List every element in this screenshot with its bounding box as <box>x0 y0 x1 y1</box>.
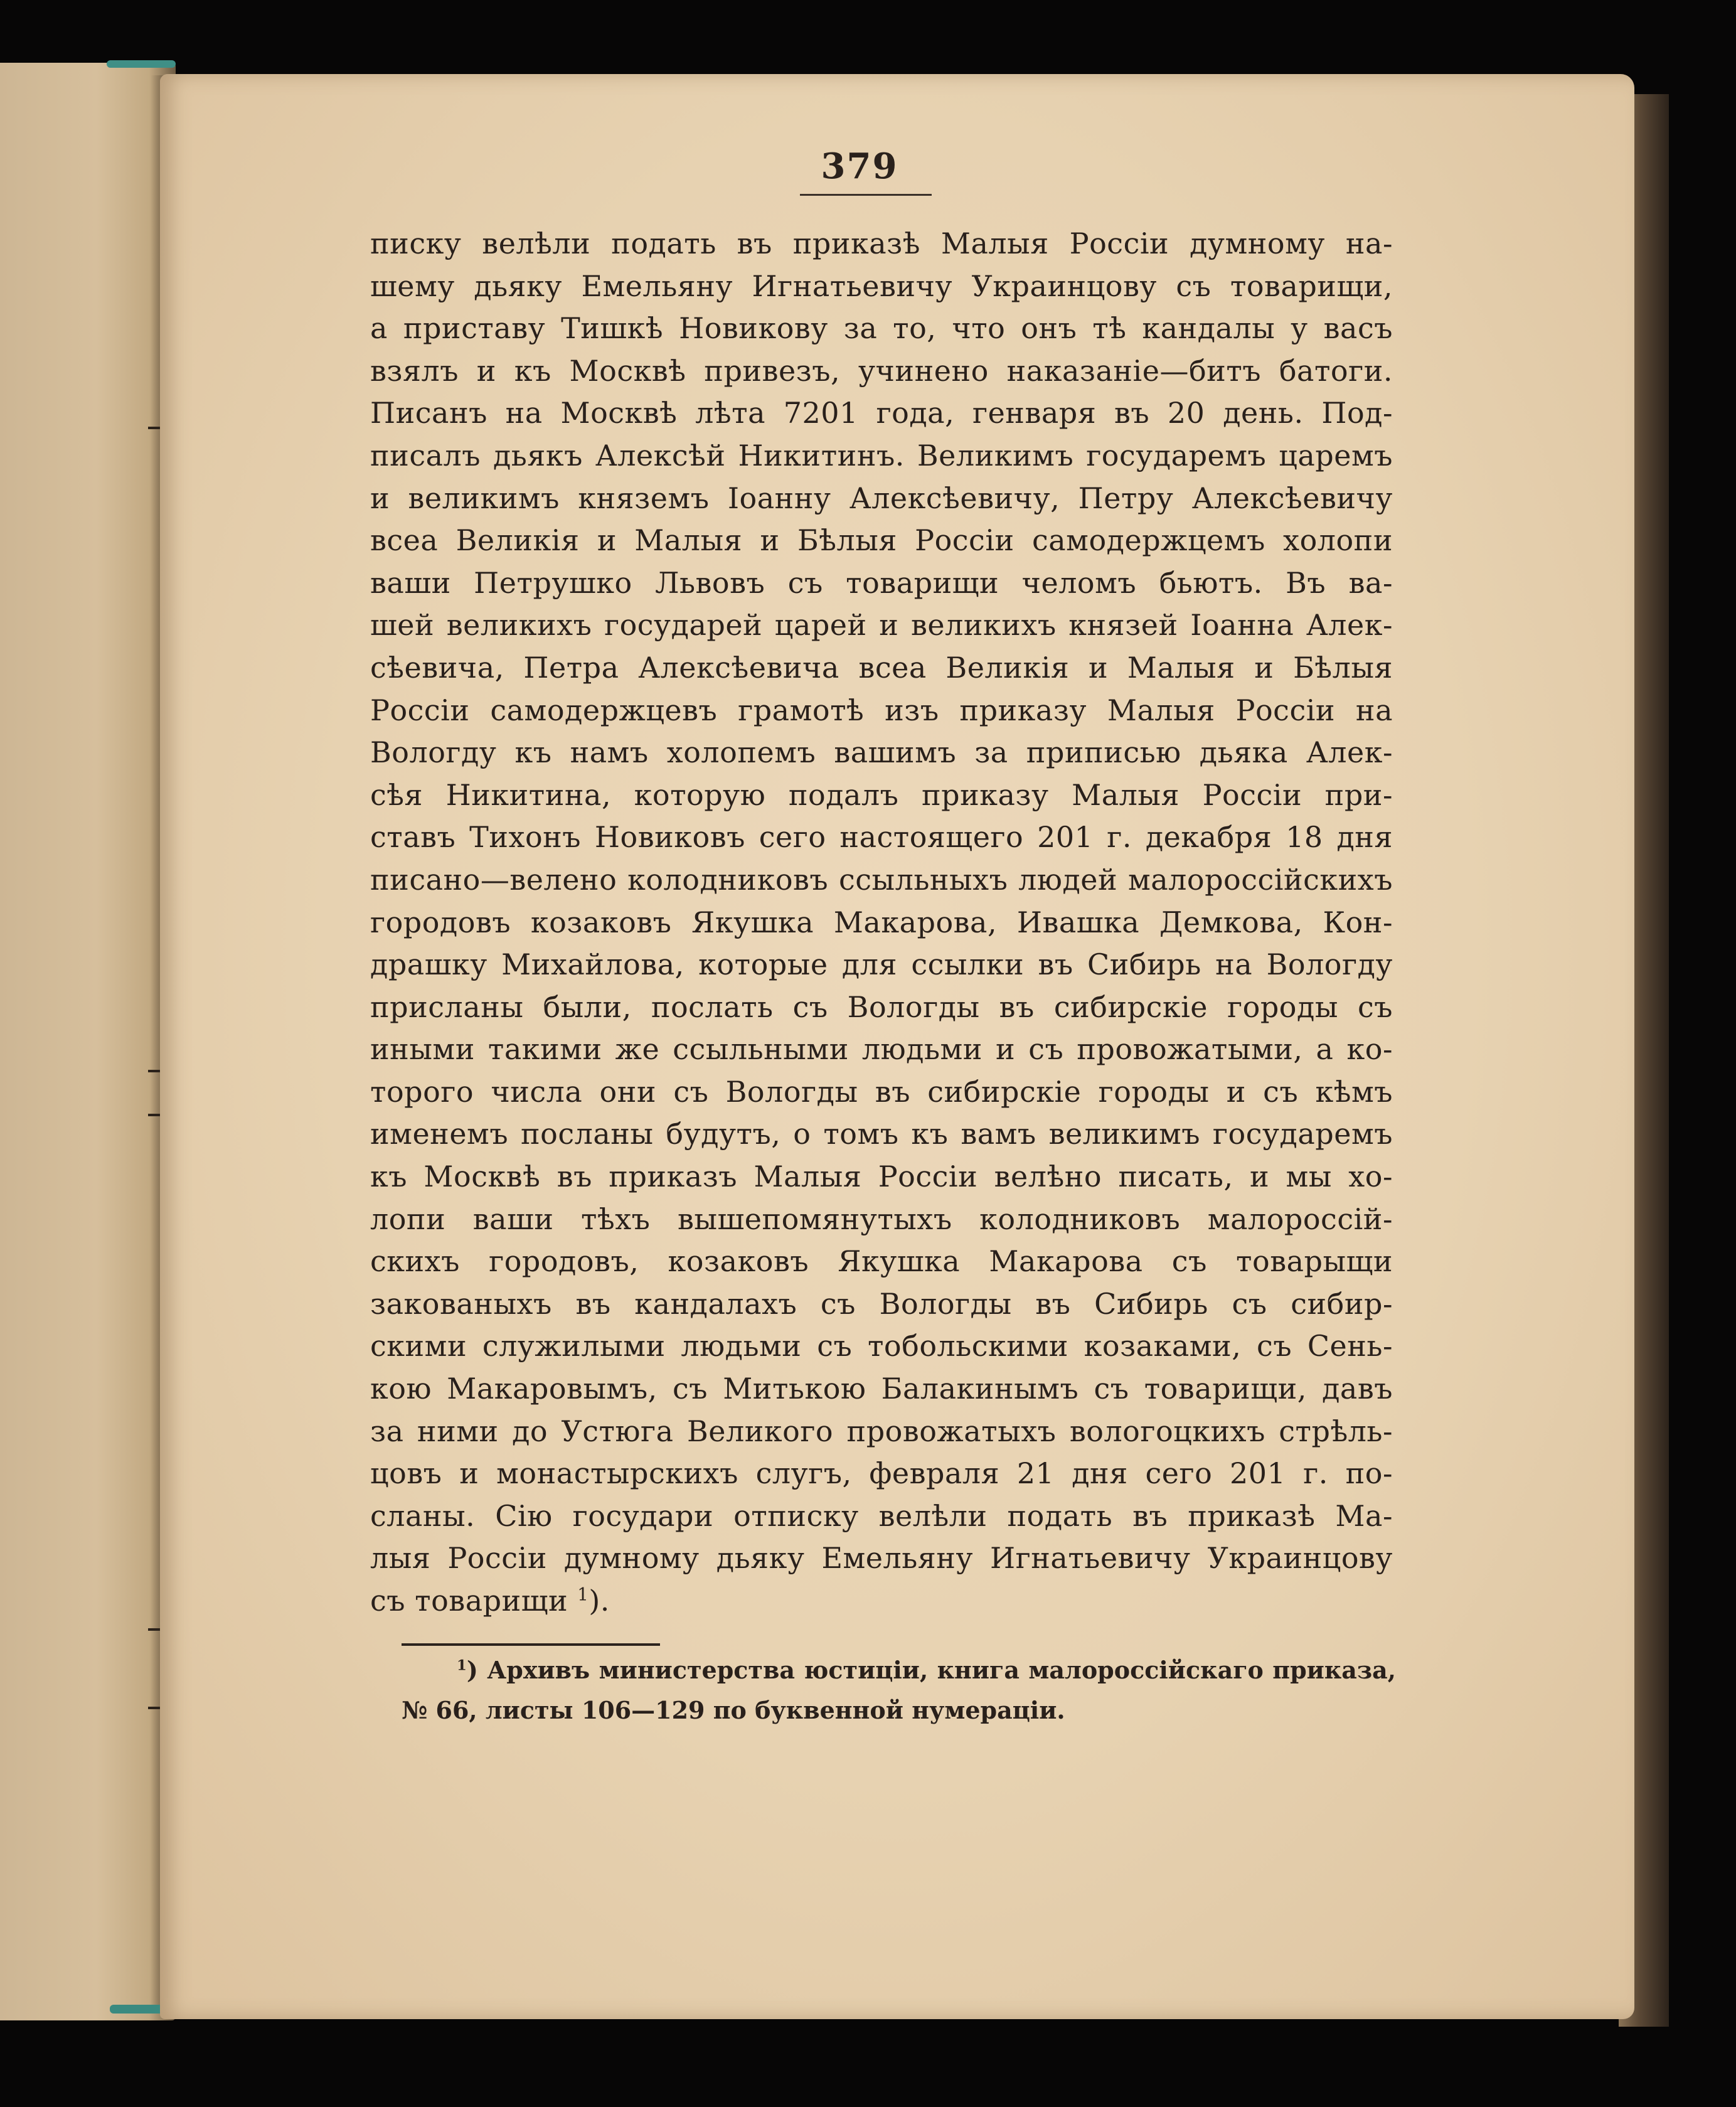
last-line-tail: ). <box>588 1584 610 1618</box>
binding-thread-top <box>107 60 176 68</box>
footnote-line <box>402 1650 1396 1690</box>
text-line: сѣя Никитина, которую подалъ приказу Малыя Россіи при- <box>370 777 1393 812</box>
text-line: Писанъ на Москвѣ лѣта 7201 года, генваря въ 20 день. Под- <box>370 396 1393 430</box>
text-line: а приставу Тишкѣ Новикову за то, что онъ тѣ кандалы у васъ <box>370 311 1393 346</box>
text-line: писалъ дьякъ Алексѣй Никитинъ. Великимъ государемъ царемъ <box>370 438 1393 472</box>
footnote-text: ) Архивъ министерства юстиціи, книга малороссійскаго приказа, <box>466 1656 1396 1684</box>
text-line: Вологду къ намъ холопемъ вашимъ за приписью дьяка Алек- <box>370 735 1393 770</box>
text-line: драшку Михайлова, которые для ссылки въ Сибирь на Вологду <box>370 947 1393 982</box>
footnote-marker: 1 <box>457 1657 467 1674</box>
text-line: закованыхъ въ кандалахъ съ Вологды въ Сибирь съ сибир- <box>370 1286 1393 1321</box>
text-line: скихъ городовъ, козаковъ Якушка Макарова съ товарыщи <box>370 1244 1393 1279</box>
text-line: писано—велено колодниковъ ссыльныхъ людей малороссійскихъ <box>370 862 1393 897</box>
text-line: скими служилыми людьми съ тобольскими козаками, съ Сень- <box>370 1329 1393 1363</box>
text-line: за ними до Устюга Великого провожатыхъ вологоцкихъ стрѣль- <box>370 1414 1393 1448</box>
text-line: шему дьяку Емельяну Игнатьевичу Украинцову съ товарищи, <box>370 269 1393 303</box>
text-line: писку велѣли подать въ приказѣ Малыя Россіи думному на- <box>370 227 1393 260</box>
footnote <box>402 1650 1396 1731</box>
text-line: всеа Великія и Малыя и Бѣлыя Россіи самодержцемъ холопи <box>370 523 1393 558</box>
text-line: кою Макаровымъ, съ Митькою Балакинымъ съ товарищи, давъ <box>370 1372 1393 1406</box>
footnote-reference: 1 <box>577 1584 589 1605</box>
text-line: цовъ и монастырскихъ слугъ, февраля 21 дня сего 201 г. по- <box>370 1456 1393 1491</box>
text-line: ваши Петрушко Львовъ съ товарищи челомъ бьютъ. Въ ва- <box>370 565 1393 600</box>
text-line: ставъ Тихонъ Новиковъ сего настоящего 201 г. декабря 18 дня <box>370 820 1393 855</box>
text-line: шей великихъ государей царей и великихъ князей Іоанна Алек- <box>370 608 1393 643</box>
text-line: лопи ваши тѣхъ вышепомянутыхъ колодниковъ малороссій- <box>370 1202 1393 1236</box>
text-line: Россіи самодержцевъ грамотѣ изъ приказу Малыя Россіи на <box>370 693 1393 727</box>
page-number-rule <box>800 194 932 196</box>
left-page-edge <box>0 63 176 2020</box>
footnote-rule <box>402 1643 660 1646</box>
last-line-text: съ товарищи <box>370 1584 578 1618</box>
text-line: сланы. Сію государи отписку велѣли подать въ приказѣ Ма- <box>370 1498 1393 1533</box>
text-line: взялъ и къ Москвѣ привезъ, учинено наказаніе—битъ батоги. <box>370 353 1393 388</box>
text-line: именемъ посланы будутъ, о томъ къ вамъ великимъ государемъ <box>370 1117 1393 1151</box>
body-text <box>370 223 1393 1623</box>
text-line: торого числа они съ Вологды въ сибирскіе городы и съ кѣмъ <box>370 1074 1393 1109</box>
text-line: городовъ козаковъ Якушка Макарова, Ивашка Демкова, Кон- <box>370 905 1393 939</box>
text-line: къ Москвѣ въ приказъ Малыя Россіи велѣно писать, и мы хо- <box>370 1160 1393 1194</box>
footnote-line: № 66, листы 106—129 по буквенной нумераціи. <box>402 1696 1065 1724</box>
text-line: лыя Россіи думному дьяку Емельяну Игнатьевичу Украинцову <box>370 1541 1393 1576</box>
text-line-last <box>370 1580 1393 1623</box>
text-line: сѣевича, Петра Алексѣевича всеа Великія и Малыя и Бѣлыя <box>370 650 1393 685</box>
page-number: 379 <box>821 146 898 187</box>
text-line: и великимъ княземъ Іоанну Алексѣевичу, Петру Алексѣевичу <box>370 481 1393 515</box>
text-line: иными такими же ссыльными людьми и съ провожатыми, а ко- <box>370 1032 1393 1067</box>
text-line: присланы были, послать съ Вологды въ сибирскіе городы съ <box>370 989 1393 1024</box>
